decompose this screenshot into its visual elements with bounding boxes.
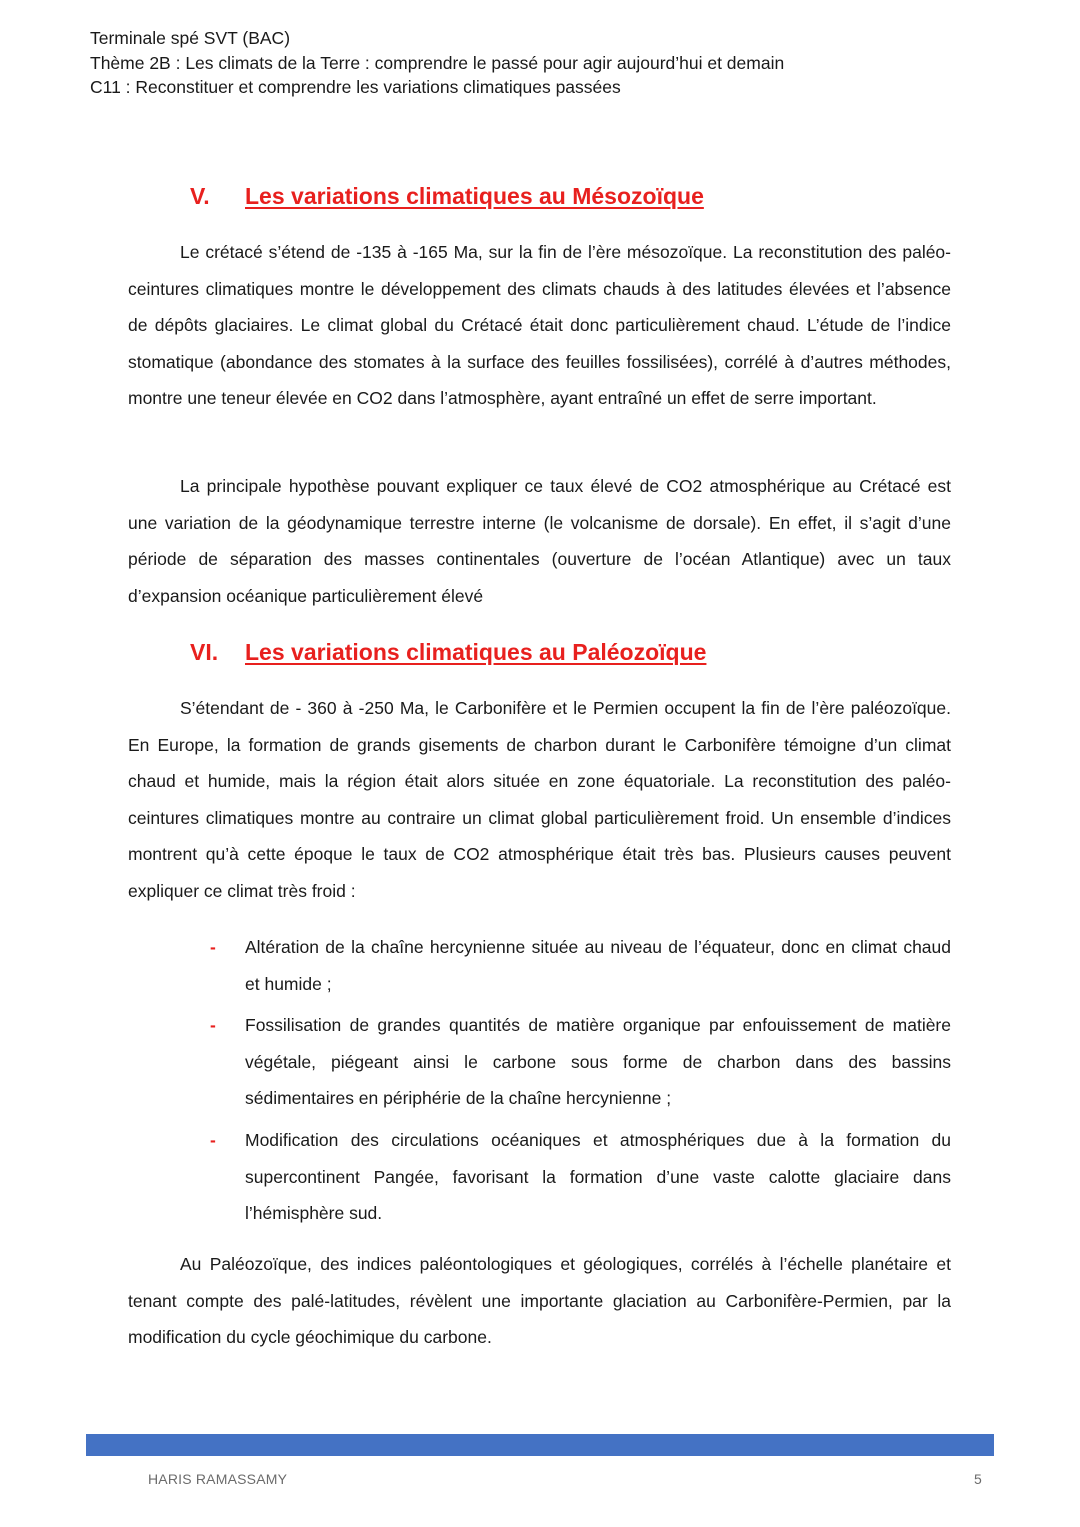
section-title: Les variations climatiques au Mésozoïque: [245, 183, 704, 209]
page-number: 5: [974, 1471, 982, 1487]
paragraph-carbonifere: S’étendant de - 360 à -250 Ma, le Carbonifère et le Permien occupent la fin de l’ère paléozoïque. En Europe, la formation de grands gisements de charbon durant le Carbonifère témoigne d’un climat chaud et humide, mais la région était alors située en zone équatoriale. La reconstitution des paléo-ceintures climatiques montre au contraire un climat global particulièrement froid. Un ensemble d’indices montrent qu’à cette époque le taux de CO2 atmosphérique était très bas. Plusieurs causes peuvent expliquer ce climat très froid :: [128, 698, 951, 901]
list-item: [208, 1122, 951, 1232]
bullet-dash: -: [210, 937, 216, 957]
section-heading-paleozoic: [128, 637, 951, 667]
paragraph-cretace: Le crétacé s’étend de -135 à -165 Ma, sur la fin de l’ère mésozoïque. La reconstitution des paléo-ceintures climatiques montre le développement des climats chauds à des latitudes élevées et l’absence de dépôts glaciaires. Le climat global du Crétacé était donc particulièrement chaud. L’étude de l’indice stomatique (abondance des stomates à la surface des feuilles fossilisées), corrélé à d’autres méthodes, montre une teneur élevée en CO2 dans l’atmosphère, ayant entraîné un effet de serre important.: [128, 242, 951, 409]
page-header: [90, 26, 990, 100]
header-theme: Thème 2B : Les climats de la Terre : comprendre le passé pour agir aujourd’hui et demain: [90, 52, 785, 73]
section-number: V.: [190, 183, 210, 209]
causes-list: [208, 929, 951, 1237]
section-number: VI.: [190, 639, 219, 665]
list-item-text: Modification des circulations océaniques et atmosphériques due à la formation du supercontinent Pangée, favorisant la formation d’une vaste calotte glaciaire dans l’hémisphère sud.: [245, 1129, 951, 1224]
footer-author: HARIS RAMASSAMY: [148, 1471, 288, 1487]
paragraph-co2-hypothesis: La principale hypothèse pouvant expliquer ce taux élevé de CO2 atmosphérique au Crétacé est une variation de la géodynamique terrestre interne (le volcanisme de dorsale). En effet, il s’agit d’une période de séparation des masses continentales (ouverture de l’océan Atlantique) avec un taux d’expansion océanique particulièrement élevé: [128, 476, 951, 606]
footer-bar: [86, 1434, 994, 1456]
bullet-dash: -: [210, 1129, 216, 1150]
paragraph-conclusion: Au Paléozoïque, des indices paléontologiques et géologiques, corrélés à l’échelle planétaire et tenant compte des palé-latitudes, révèlent une importante glaciation au Carbonifère-Permien, par la modification du cycle géochimique du carbone.: [128, 1254, 951, 1348]
list-item: [208, 929, 951, 1002]
list-item-text: Altération de la chaîne hercynienne située au niveau de l’équateur, donc en climat chaud et humide ;: [245, 937, 951, 994]
list-item: [208, 1007, 951, 1117]
header-chapter: C11 : Reconstituer et comprendre les variations climatiques passées: [90, 77, 621, 97]
section-heading-mesozoic: [128, 181, 951, 211]
list-item-text: Fossilisation de grandes quantités de matière organique par enfouissement de matière végétale, piégeant ainsi le carbone sous forme de charbon dans des bassins sédimentaires en périphérie de la chaîne hercynienne ;: [245, 1015, 951, 1109]
section-title: Les variations climatiques au Paléozoïque: [245, 639, 707, 665]
bullet-dash: -: [210, 1015, 216, 1036]
header-course: Terminale spé SVT (BAC): [90, 28, 291, 48]
